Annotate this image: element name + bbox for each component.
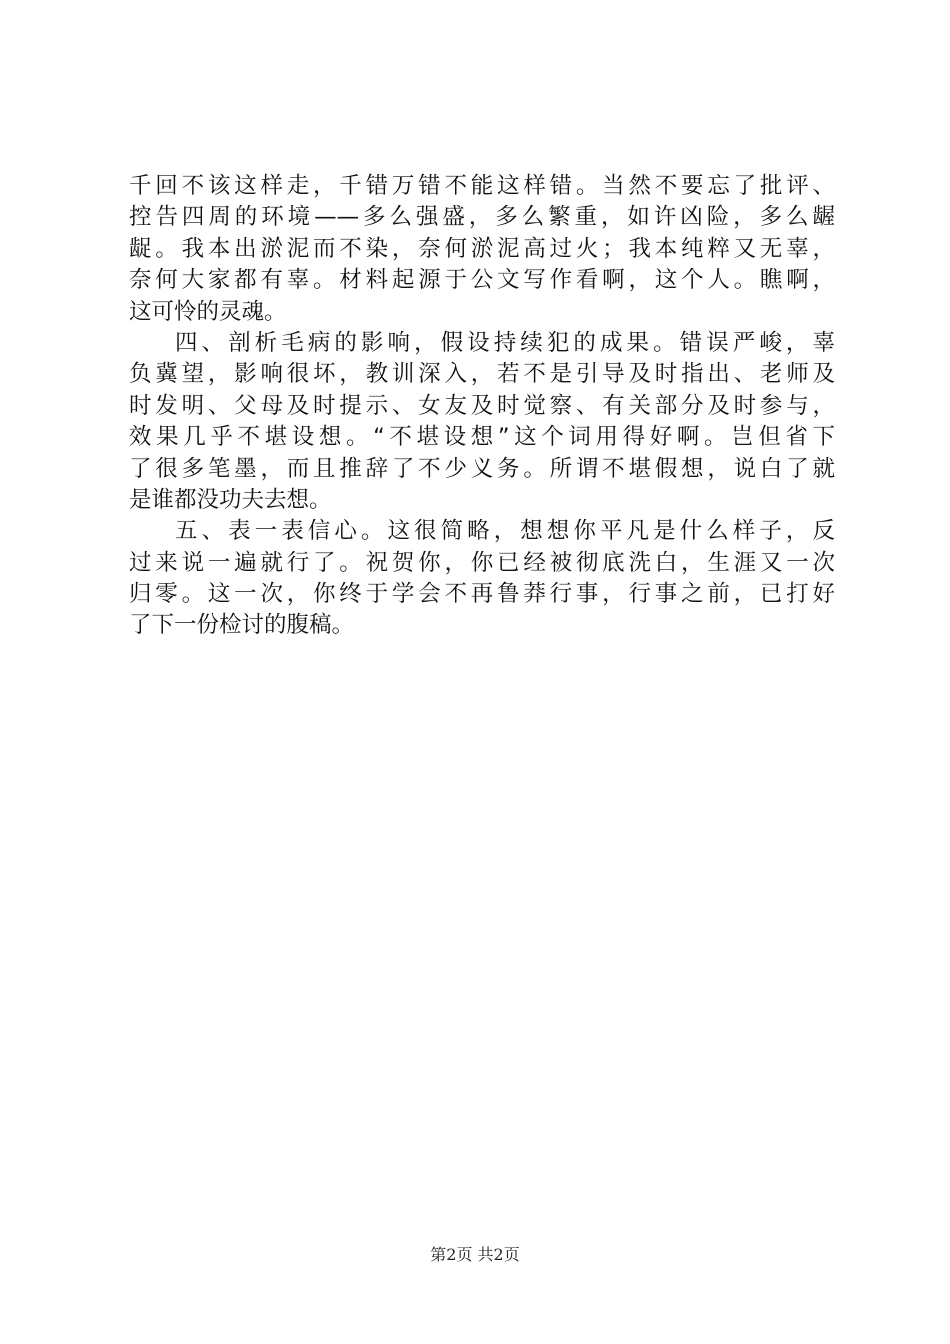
text-line: 奈何大家都有辜。材料起源于公文写作看啊，这个人。瞧啊， xyxy=(129,267,835,294)
text-line: 了下一份检讨的腹稿。 xyxy=(129,612,355,639)
text-line: 效果几乎不堪设想。“不堪设想”这个词用得好啊。岂但省下 xyxy=(129,424,835,451)
text-line: 了很多笔墨，而且推辞了不少义务。所谓不堪假想，说白了就 xyxy=(129,455,835,482)
text-line: 龊。我本出淤泥而不染，奈何淤泥高过火；我本纯粹又无辜， xyxy=(129,235,835,262)
paragraph-2 xyxy=(129,328,835,516)
text-line: 过来说一遍就行了。祝贺你，你已经被彻底洗白，生涯又一次 xyxy=(129,549,835,576)
paragraph-1 xyxy=(129,171,835,328)
text-line: 归零。这一次，你终于学会不再鲁莽行事，行事之前，已打好 xyxy=(129,581,835,608)
text-line: 五、表一表信心。这很简略，想想你平凡是什么样子，反 xyxy=(175,518,835,545)
text-line: 时发明、父母及时提示、女友及时觉察、有关部分及时参与， xyxy=(129,392,835,419)
text-line: 是谁都没功夫去想。 xyxy=(129,486,332,513)
text-line: 控告四周的环境——多么强盛，多么繁重，如许凶险，多么龌 xyxy=(129,204,835,231)
text-line: 负冀望，影响很坏，教训深入，若不是引导及时指出、老师及 xyxy=(129,361,835,388)
document-body xyxy=(129,171,835,642)
page-footer xyxy=(0,1243,950,1267)
text-line: 这可怜的灵魂。 xyxy=(129,298,287,325)
text-line: 四、剖析毛病的影响，假设持续犯的成果。错误严峻，辜 xyxy=(175,329,835,356)
paragraph-3 xyxy=(129,516,835,642)
page-number-label: 第2页 共2页 xyxy=(430,1245,520,1264)
text-line: 千回不该这样走，千错万错不能这样错。当然不要忘了批评、 xyxy=(129,173,835,199)
